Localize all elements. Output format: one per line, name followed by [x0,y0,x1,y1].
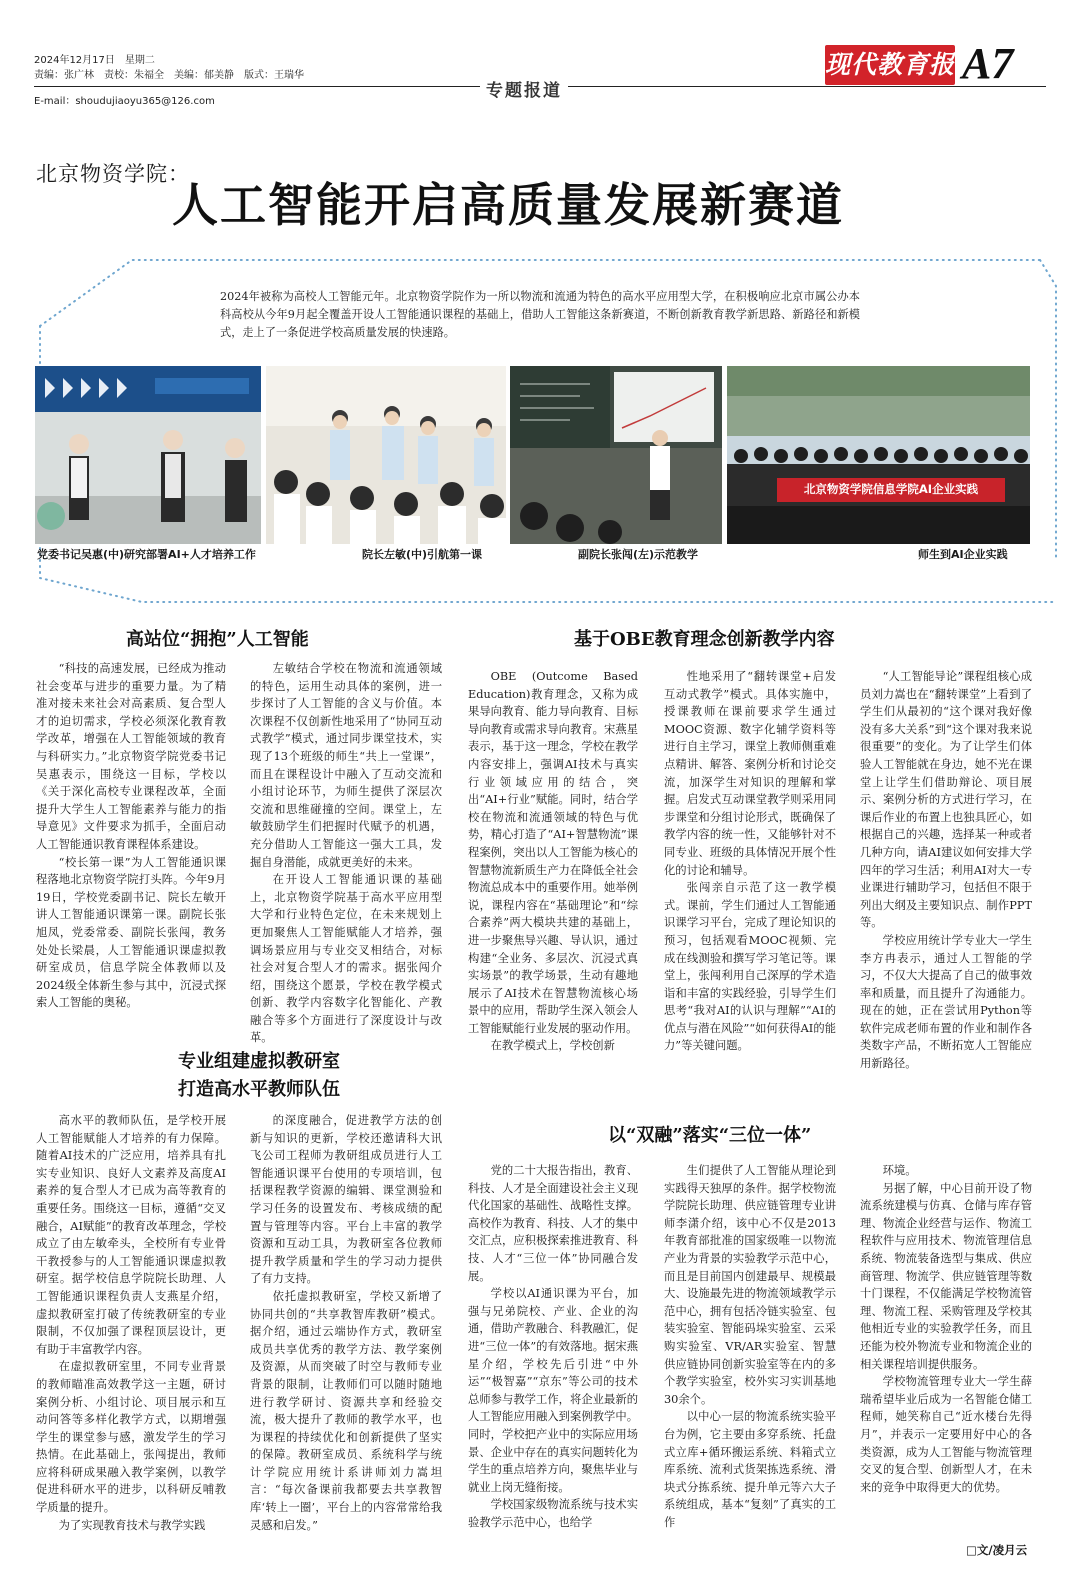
body-paragraph: 学校国家级物流系统与技术实验教学示范中心，也给学 [468,1498,638,1529]
section-heading-3: 基于OBE教育理念创新教学内容 [574,629,835,650]
body-paragraph: 学校应用统计学专业大一学生李方冉表示，通过人工智能的学习，不仅大大提高了自己的做事效率和质量，而且提升了沟通能力。现在的她，正在尝试用Python等软件完成老师布置的作业和制作各类数字产品，不断拓宽人工智能应用新路径。 [860,933,1032,1071]
section-label [480,76,568,101]
section-heading-2: 专业组建虚拟教研室 打造高水平教师队伍 [178,1051,340,1100]
body-paragraph: 性地采用了“翻转课堂+启发互动式教学”模式。具体实施中，授课教师在课前要求学生通过MOOC资源、数字化辅学资料等进行自主学习，课堂上教师侧重难点精讲、解答、案例分析和讨论交流，加深学生对知识的理解和掌握。启发式互动课堂教学则采用同步课堂和分组讨论形式，既确保了教学内容的统一性，又能够针对不同专业、班级的具体情况开展个性化的讨论和辅导。 [664,670,836,877]
body-paragraph: 以中心一层的物流系统实验平台为例，它主要由多穿系统、托盘式立库+循环搬运系统、料箱式立库系统、流利式货架拣选系统、滑块式分拣系统、提升单元等六大子系统组成，基本“复刻”了真实的工作 [664,1410,836,1529]
body-paragraph: 生们提供了人工智能从理论到实践得天独厚的条件。据学校物流学院院长助理、供应链管理专业讲师李潇介绍，该中心不仅是2013年教育部批准的国家级唯一以物流产业为背景的实验教学示范中心，而且是目前国内创建最早、规模最大、设施最先进的物流领域教学示范中心，拥有包括冷链实验室、包装实验室、智能码垛实验室、云采购实验室、VR/AR实验室、智慧供应链协同创新实验室等在内的多个教学实验室，校外实习实训基地30余个。 [664,1164,836,1406]
column-6 [664,668,836,1102]
body-paragraph: 张闯亲自示范了这一教学模式。课前，学生们通过人工智能通识课学习平台，完成了理论知识的预习，包括观看MOOC视频、完成在线测验和撰写学习笔记等。课堂上，张闯利用自己深厚的学术造诣和丰富的实践经验，引导学生们思考“我对AI的认识与理解”“AI的优点与潜在风险”“如何获得AI的能力”等关键问题。 [664,881,836,1053]
body-paragraph: 学校物流管理专业大一学生薛瑞希望毕业后成为一名智能仓储工程师，她笑称自己“近水楼台先得月”，并表示一定要用好中心的各类资源，成为人工智能与物流管理交叉的复合型、创新型人才，在未来的竞争中取得更大的优势。 [860,1375,1032,1494]
headline: 人工智能开启高质量发展新赛道 [172,178,844,232]
headline-kicker: 北京物资学院： [36,162,190,186]
page-number: A7 [962,39,1014,88]
editor-credits: 责编：张广林 责校：朱福全 美编：郁美静 版式：王瑞华 [34,70,304,81]
body-paragraph: “科技的高速发展，已经成为推动社会变革与进步的重要力量。为了精准对接未来社会对高素质、复合型人才的迫切需求，学校必须深化教育教学改革，增强在人工智能领域的教育与科研实力。”北京物资学院党委书记吴惠表示，围绕这一目标，学校以《关于深化高校专业课程改革，全面提升大学生人工智能素养与能力的指导意见》文件要求为抓手，全面启动人工智能通识教育课程体系建设。 [36,662,226,851]
newspaper-logo: 现代教育报 [825,45,955,85]
section-heading-1: 高站位“拥抱”人工智能 [126,629,309,650]
photo-caption-3: 副院长张闯(左)示范教学 [578,548,699,561]
body-paragraph: OBE (Outcome Based Education)教育理念，又称为成果导向教育、能力导向教育、目标导向教育或需求导向教育。宋燕星表示，基于这一理念，学校在教学内容安排上，强调AI技术与真实行业领域应用的结合，突出“AI+行业”赋能。同时，结合学校在物流和流通领域的特色与优势，精心打造了“AI+智慧物流”课程案例，突出以人工智能为核心的智慧物流新质生产力在降低全社会物流总成本中的重要作用。她举例说，课程内容在“基础理论”和“综合素养”两大模块共建的基础上，进一步聚焦导兴趣、导认识，通过构建“全业务、多层次、沉浸式真实场景”的教学场景，生动有趣地展示了AI技术在智慧物流核心场景中的应用，帮助学生深入领会人工智能赋能行业发展的驱动作用。 [468,670,638,1035]
column-5 [468,668,638,1102]
photo-company-visit [727,366,1030,544]
body-paragraph: 为了实现教育技术与教学实践 [58,1518,206,1532]
column-8 [468,1162,638,1536]
article-lede: 2024年被称为高校人工智能元年。北京物资学院作为一所以物流和流通为特色的高水平应用型大学，在积极响应北京市属公办本科高校从今年9月起全覆盖开设人工智能通识课程的基础上，借助人工智能这条新赛道，不断创新教育教学新思路、新路径和新模式，走上了一条促进学校高质量发展的快速路。 [220,290,860,339]
column-2 [250,660,442,1044]
body-paragraph: 另据了解，中心目前开设了物流系统建模与仿真、仓储与库存管理、物流企业经营与运作、物流工程软件与应用技术、物流管理信息系统、物流装备选型与集成、供应商管理、物流学、供应链管理等数十门课程，不仅能满足学校物流管理、物流工程、采购管理及学校其他相近专业的实验教学任务，而且还能为校外物流专业和物流企业的相关课程培训提供服务。 [860,1181,1032,1371]
column-10 [860,1162,1032,1522]
body-paragraph: 在教学模式上，学校创新 [490,1039,615,1053]
photo-classroom [510,366,722,544]
body-paragraph: 依托虚拟教研室，学校又新增了协同共创的“共享教智库教研”模式。据介绍，通过云端协作方式，教研室成员共享优秀的教学方法、教学案例及资源，从而突破了时空与教师专业背景的限制，让教师们可以随时随地进行教学研讨、资源共享和经验交流，极大提升了教师的教学水平，也为课程的持续优化和创新提供了坚实的保障。教研室成员、系统科学与统计学院应用统计系讲师刘力嵩坦言：“每次备课前我都要去共享教智库‘转上一圈’，平台上的内容常常给我灵感和启发。” [250,1289,442,1532]
column-4 [250,1112,442,1534]
body-paragraph: 在虚拟教研室里，不同专业背景的教师瞄准高效教学这一主题，研讨案例分析、小组讨论、项目展示和互动问答等多样化教学方式，以期增强学生的课堂参与感，激发学生的学习热情。在此基础上，张闯提出，教师应将科研成果融入教学案例，以教学促进科研水平的进步，以科研反哺教学质量的提升。 [36,1360,226,1515]
body-paragraph: 高水平的教师队伍，是学校开展人工智能赋能人才培养的有力保障。随着AI技术的广泛应用，培养具有扎实专业知识、良好人文素养及高度AI素养的复合型人才已成为高等教育的重要任务。围绕这一目标，遵循“交叉融合，AI赋能”的教育改革理念，学校成立了由左敏牵头，全校所有专业骨干教授参与的人工智能通识课虚拟教研室。据学校信息学院院长助理、人工智能通识课程负责人支燕星介绍，虚拟教研室打破了传统教研室的专业限制，不仅加强了课程顶层设计，更有助于丰富教学内容。 [36,1114,226,1356]
column-9 [664,1162,836,1536]
photo-meeting [35,366,261,544]
issue-date: 2024年12月17日 星期二 [34,55,155,66]
body-paragraph: “人工智能导论”课程组核心成员刘力嵩也在“翻转课堂”上看到了学生们从最初的“这个课对我好像没有多大关系”到“这个课对我来说很重要”的变化。为了让学生们体验人工智能就在身边，她不光在课堂上让学生们借助辩论、项目展示、案例分析的方式进行学习，在课后作业的布置上也独具匠心，如根据自己的兴趣，选择某一种或者几种方向，请AI建议如何安排大学四年的学习生活；利用AI对大一专业课进行辅助学习，包括但不限于列出大纲及主要知识点、制作PPT等。 [860,670,1032,930]
column-3 [36,1112,226,1534]
section-label-text: 专题报道 [486,81,562,101]
body-paragraph: 左敏结合学校在物流和流通领域的特色，运用生动具体的案例，进一步探讨了人工智能的含义与价值。本次课程不仅创新性地采用了“协同互动式教学”模式，通过同步课堂技术，实现了13个班级的师生“共上一堂课”，而且在课程设计中融入了互动交流和小组讨论环节，为师生提供了深层次交流和思维碰撞的空间。课堂上，左敏鼓励学生们把握时代赋予的机遇，充分借助人工智能这一强大工具，发掘自身潜能，成就更美好的未来。 [250,662,442,869]
photo-caption-4: 师生到AI企业实践 [918,548,1008,561]
body-paragraph: 环境。 [882,1164,917,1177]
body-paragraph: 的深度融合，促进教学方法的创新与知识的更新，学校还邀请科大讯飞公司工程师为教研组成员进行人工智能通识课平台使用的专项培训，包括课程教学资源的编辑、课堂测验和学习任务的设置发布、考核成绩的配置与管理等内容。平台上丰富的教学资源和互动工具，为教研室各位教师提升教学质量和学生的学习动力提供了有力支持。 [250,1114,442,1286]
photo-caption-1: 党委书记吴惠(中)研究部署AI+人才培养工作 [37,548,256,561]
column-1 [36,660,226,1044]
photo-lecture [266,366,506,544]
photo-caption-2: 院长左敏(中)引航第一课 [362,548,483,561]
body-paragraph: “校长第一课”为人工智能通识课程落地北京物资学院打头阵。今年9月19日，学校党委副书记、院长左敏开讲人工智能通识课第一课。副院长张旭凤，党委常委、副院长张闯，教务处处长梁晨，人工智能通识课虚拟教研室成员，信息学院全体教师以及2024级全体新生参与其中，沉浸式探索人工智能的奥秘。 [36,855,226,1010]
author-byline: □文/凌月云 [966,1543,1028,1557]
column-7 [860,668,1032,1102]
body-paragraph: 党的二十大报告指出，教育、科技、人才是全面建设社会主义现代化国家的基础性、战略性支撑。高校作为教育、科技、人才的集中交汇点，应积极探索推进教育、科技、人才“三位一体”协同融合发展。 [468,1164,638,1283]
body-paragraph: 在开设人工智能通识课的基础上，北京物资学院基于高水平应用型大学和行业特色定位，在未来规划上更加聚焦人工智能赋能人才培养，强调场景应用与专业交叉相结合，对标社会对复合型人才的需求。据张闯介绍，围绕这个愿景，学校在教学模式创新、教学内容数字化智能化、产教融合等多个方面进行了深度设计与改革。 [250,873,442,1044]
body-paragraph: 学校以AI通识课为平台，加强与兄弟院校、产业、企业的沟通，借助产教融合、科教融汇，促进“三位一体”的有效落地。据宋燕星介绍，学校先后引进“中外运”“极智嘉”“京东”等公司的技术总师参与教学工作，将企业最新的人工智能应用融入到案例教学中。同时，学校把产业中的实际应用场景、企业中存在的真实问题转化为学生的重点培养方向，聚焦毕业与就业上岗无缝衔接。 [468,1287,638,1494]
section-heading-4: 以“双融”落实“三位一体” [608,1125,812,1146]
photo-banner-text: 北京物资学院信息学院AI企业实践 [803,482,979,496]
contact-email: E-mail：shoudujiaoyu365@126.com [34,96,215,107]
